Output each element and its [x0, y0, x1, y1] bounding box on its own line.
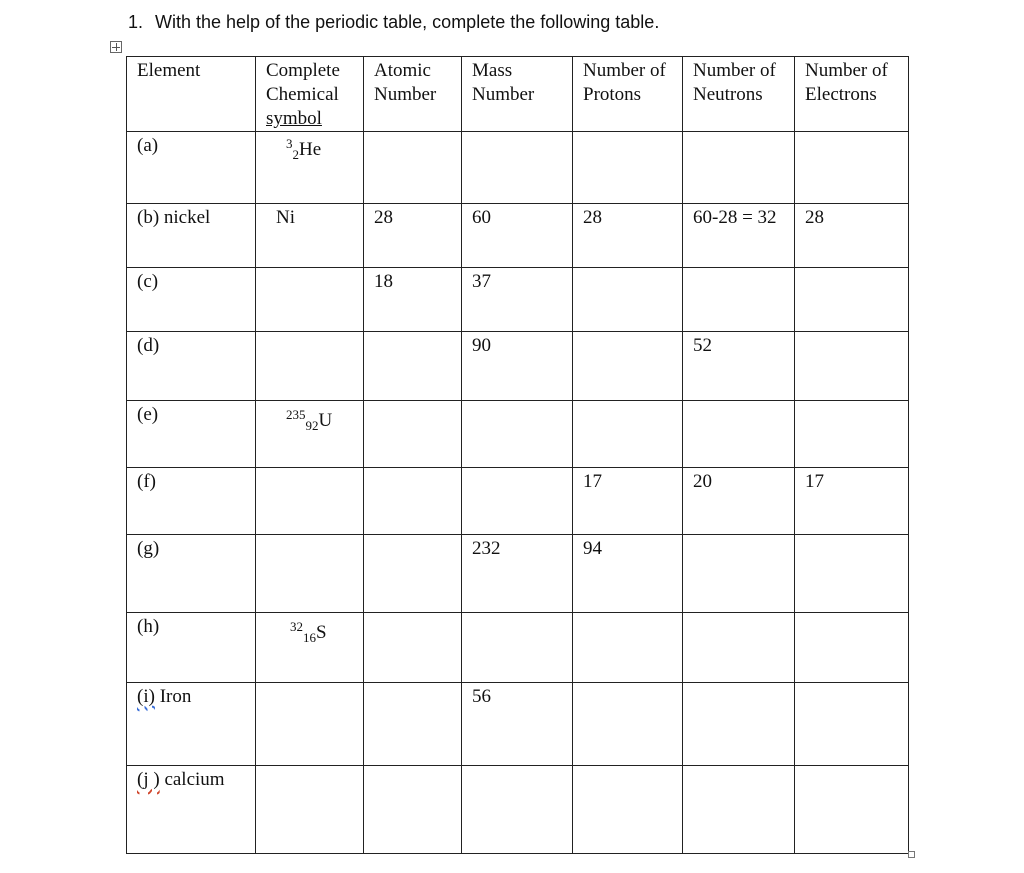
cell-mass[interactable]: 37: [462, 268, 573, 332]
cell-element[interactable]: (g): [127, 535, 256, 613]
cell-protons[interactable]: [573, 401, 683, 468]
header-electrons: [795, 57, 909, 132]
cell-protons[interactable]: [573, 268, 683, 332]
cell-atomic[interactable]: [364, 468, 462, 535]
cell-element[interactable]: (e): [127, 401, 256, 468]
cell-electrons[interactable]: [795, 401, 909, 468]
header-atomic-line2: Number: [374, 84, 437, 105]
table-row: [127, 204, 909, 268]
element-prefix: (j ): [137, 769, 160, 790]
nuclide-symbol: [276, 403, 332, 438]
table-row: [127, 268, 909, 332]
header-row: [127, 57, 909, 132]
cell-mass[interactable]: [462, 401, 573, 468]
cell-electrons[interactable]: [795, 332, 909, 401]
cell-electrons[interactable]: [795, 132, 909, 204]
header-electrons-line1: Number of: [805, 60, 888, 81]
cell-element[interactable]: (d): [127, 332, 256, 401]
question-text: With the help of the periodic table, complete the following table.: [155, 12, 660, 32]
cell-protons[interactable]: 94: [573, 535, 683, 613]
nuclide-element: U: [318, 410, 333, 431]
header-neutrons-line1: Number of: [693, 60, 776, 81]
question-number: 1.: [128, 12, 144, 32]
header-element: [127, 57, 256, 132]
element-name: Iron: [159, 686, 192, 707]
header-symbol: [256, 57, 364, 132]
header-mass-line1: Mass: [472, 60, 513, 81]
table-row: [127, 332, 909, 401]
nuclide-atomic: 2: [292, 147, 299, 162]
table-move-handle-icon[interactable]: [110, 41, 122, 53]
cell-protons[interactable]: [573, 683, 683, 766]
header-protons-line2: Protons: [583, 84, 642, 105]
cell-neutrons[interactable]: 20: [683, 468, 795, 535]
cell-symbol[interactable]: [256, 468, 364, 535]
cell-electrons[interactable]: [795, 268, 909, 332]
element-prefix: (i): [137, 686, 155, 707]
header-symbol-line1: Complete: [266, 60, 340, 81]
nuclide-mass: 32: [290, 619, 303, 634]
cell-electrons[interactable]: 28: [795, 204, 909, 268]
cell-electrons[interactable]: [795, 766, 909, 854]
cell-neutrons[interactable]: [683, 268, 795, 332]
cell-element[interactable]: (h): [127, 613, 256, 683]
cell-electrons[interactable]: [795, 613, 909, 683]
table-row: [127, 468, 909, 535]
cell-atomic[interactable]: [364, 535, 462, 613]
cell-neutrons[interactable]: 52: [683, 332, 795, 401]
cell-mass[interactable]: [462, 468, 573, 535]
cell-protons[interactable]: 17: [573, 468, 683, 535]
cell-element[interactable]: (b) nickel: [127, 204, 256, 268]
header-atomic-line1: Atomic: [374, 60, 431, 81]
cell-symbol[interactable]: [256, 613, 364, 683]
cell-neutrons[interactable]: 60-28 = 32: [683, 204, 795, 268]
cell-mass[interactable]: [462, 132, 573, 204]
cell-neutrons[interactable]: [683, 683, 795, 766]
cell-atomic[interactable]: [364, 132, 462, 204]
cell-element[interactable]: [127, 766, 256, 854]
cell-symbol[interactable]: [256, 683, 364, 766]
nuclide-element: S: [316, 622, 327, 643]
header-neutrons-line2: Neutrons: [693, 84, 763, 105]
header-electrons-line2: Electrons: [805, 84, 877, 105]
cell-neutrons[interactable]: [683, 132, 795, 204]
cell-element[interactable]: [127, 683, 256, 766]
cell-element[interactable]: (a): [127, 132, 256, 204]
table-row: [127, 613, 909, 683]
cell-mass[interactable]: 56: [462, 683, 573, 766]
cell-element[interactable]: (f): [127, 468, 256, 535]
cell-neutrons[interactable]: [683, 766, 795, 854]
nuclide-mass: 235: [286, 407, 306, 422]
cell-symbol[interactable]: [256, 268, 364, 332]
element-name: calcium: [164, 769, 225, 790]
header-symbol-line2: Chemical: [266, 84, 339, 105]
cell-atomic[interactable]: [364, 332, 462, 401]
table-row: [127, 535, 909, 613]
cell-neutrons[interactable]: [683, 613, 795, 683]
cell-protons[interactable]: [573, 132, 683, 204]
header-element-label: Element: [137, 60, 201, 81]
header-protons-line1: Number of: [583, 60, 666, 81]
cell-atomic[interactable]: [364, 613, 462, 683]
cell-mass[interactable]: [462, 766, 573, 854]
table-row: [127, 766, 909, 854]
cell-symbol[interactable]: Ni: [256, 204, 364, 268]
header-protons: [573, 57, 683, 132]
cell-electrons[interactable]: [795, 683, 909, 766]
table-resize-handle-icon[interactable]: [908, 851, 915, 858]
nuclide-atomic: 92: [305, 418, 319, 433]
cell-neutrons[interactable]: [683, 401, 795, 468]
cell-mass[interactable]: 60: [462, 204, 573, 268]
header-mass-number: [462, 57, 573, 132]
cell-mass[interactable]: 90: [462, 332, 573, 401]
cell-atomic[interactable]: 28: [364, 204, 462, 268]
cell-protons[interactable]: [573, 766, 683, 854]
header-mass-line2: Number: [472, 84, 535, 105]
header-atomic-number: [364, 57, 462, 132]
table-row: [127, 401, 909, 468]
element-table: [126, 56, 909, 854]
nuclide-element: He: [299, 139, 322, 160]
table-row: [127, 132, 909, 204]
header-neutrons: [683, 57, 795, 132]
question-heading: [128, 12, 659, 33]
cell-symbol[interactable]: [256, 535, 364, 613]
cell-atomic[interactable]: [364, 401, 462, 468]
cell-symbol[interactable]: [256, 401, 364, 468]
cell-symbol[interactable]: [256, 766, 364, 854]
header-symbol-line3: symbol: [266, 108, 322, 129]
cell-symbol[interactable]: [256, 332, 364, 401]
cell-atomic[interactable]: [364, 766, 462, 854]
nuclide-mass: 3: [286, 136, 293, 151]
cell-electrons[interactable]: 17: [795, 468, 909, 535]
cell-mass[interactable]: 232: [462, 535, 573, 613]
nuclide-atomic: 16: [303, 630, 316, 645]
nuclide-symbol: [276, 615, 327, 650]
cell-electrons[interactable]: [795, 535, 909, 613]
cell-mass[interactable]: [462, 613, 573, 683]
cell-protons[interactable]: [573, 332, 683, 401]
cell-symbol[interactable]: [256, 132, 364, 204]
table-row: [127, 683, 909, 766]
nuclide-symbol: [266, 132, 321, 167]
cell-neutrons[interactable]: [683, 535, 795, 613]
cell-atomic[interactable]: [364, 683, 462, 766]
cell-element[interactable]: (c): [127, 268, 256, 332]
cell-atomic[interactable]: 18: [364, 268, 462, 332]
cell-protons[interactable]: [573, 613, 683, 683]
cell-protons[interactable]: 28: [573, 204, 683, 268]
